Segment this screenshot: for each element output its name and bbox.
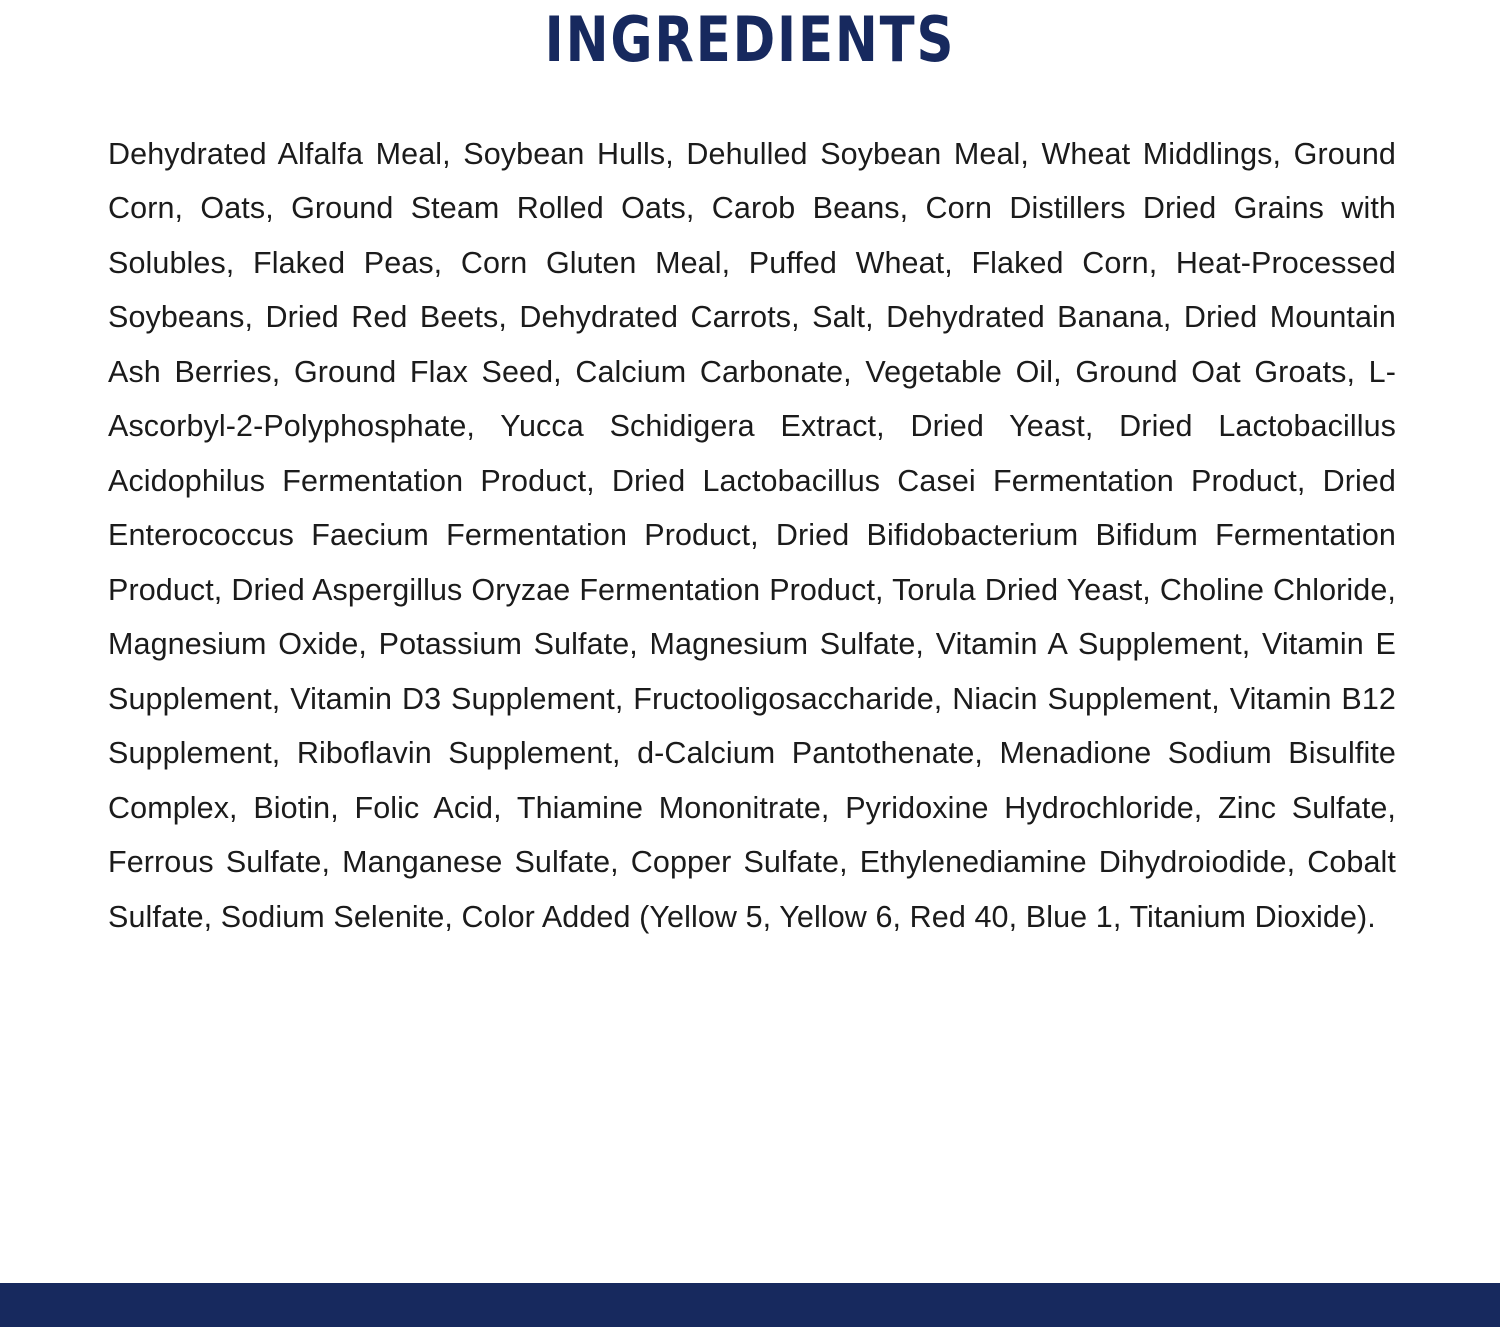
page-title: INGREDIENTS bbox=[544, 3, 956, 76]
ingredients-paragraph: Dehydrated Alfalfa Meal, Soybean Hulls, Dehulled Soybean Meal, Wheat Middlings, Ground Corn, Oats, Ground Steam Rolled Oats, Carob Beans, Corn Distillers Dried Grains with Solubles, Flaked Peas, Corn Gluten Meal, Puffed Wheat, Flaked Corn, Heat-Processed Soybeans, Dried Red Beets, Dehydrated Carrots, Salt, Dehydrated Banana, Dried Mountain Ash Berries, Ground Flax Seed, Calcium Carbonate, Vegetable Oil, Ground Oat Groats, L-Ascorbyl-2-Polyphosphate, Yucca Schidigera Extract, Dried Yeast, Dried Lactobacillus Acidophilus Fermentation Product, Dried Lactobacillus Casei Fermentation Product, Dried Enterococcus Faecium Fermentation Product, Dried Bifidobacterium Bifidum Fermentation Product, Dried Aspergillus Oryzae Fermentation Product, Torula Dried Yeast, Choline Chloride, Magnesium Oxide, Potassium Sulfate, Magnesium Sulfate, Vitamin A Supplement, Vitamin E Supplement, Vitamin D3 Supplement, Fructooligosaccharide, Niacin Supplement, Vitamin B12 Supplement, Riboflavin Supplement, d-Calcium Pantothenate, Menadione Sodium Bisulfite Complex, Biotin, Folic Acid, Thiamine Mononitrate, Pyridoxine Hydrochloride, Zinc Sulfate, Ferrous Sulfate, Manganese Sulfate, Copper Sulfate, Ethylenediamine Dihydroiodide, Cobalt Sulfate, Sodium Selenite, Color Added (Yellow 5, Yellow 6, Red 40, Blue 1, Titanium Dioxide). bbox=[108, 136, 1396, 934]
footer-bar bbox=[0, 1283, 1500, 1327]
ingredients-body bbox=[0, 74, 1500, 944]
